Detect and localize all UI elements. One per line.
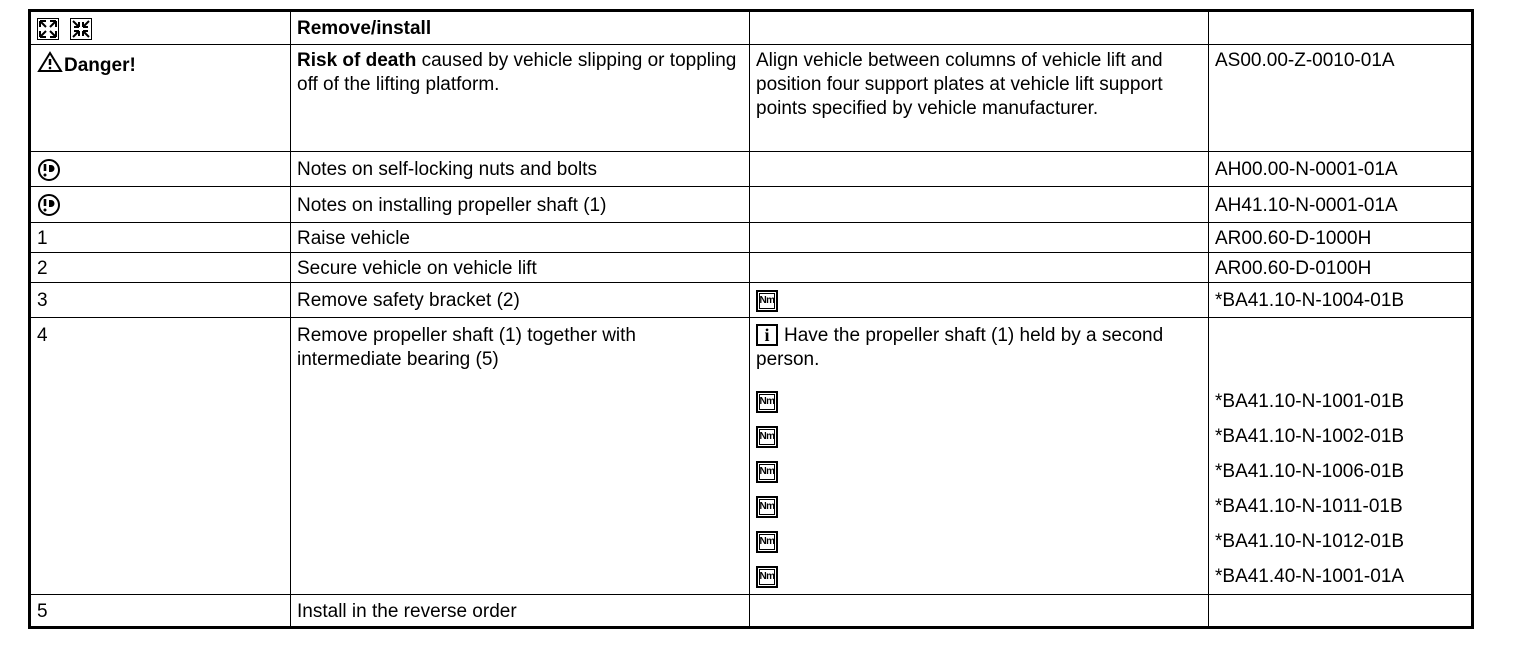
step-row-4	[30, 318, 1473, 595]
torque-nm-icon[interactable]: Nm	[756, 290, 778, 312]
step-number: 1	[30, 223, 291, 253]
danger-risk-cell	[291, 45, 750, 152]
danger-label-cell	[30, 45, 291, 152]
step-row-2	[30, 253, 1473, 283]
note-row	[30, 187, 1473, 223]
step-ref[interactable]: *BA41.10-N-1004-01B	[1209, 283, 1473, 318]
step-number: 4	[30, 318, 291, 595]
procedure-table	[28, 9, 1474, 629]
note-text: Notes on installing propeller shaft (1)	[291, 187, 750, 223]
note-icon-cell	[30, 187, 291, 223]
step-ref[interactable]: *BA41.10-N-1006-01B	[1215, 460, 1405, 482]
danger-measure: Align vehicle between columns of vehicle lift and position four support plates at vehicle lift support points specified by vehicle manufacturer.	[750, 45, 1209, 152]
step-ref[interactable]: AR00.60-D-0100H	[1209, 253, 1473, 283]
note-ref[interactable]: AH41.10-N-0001-01A	[1209, 187, 1473, 223]
note-icon	[37, 158, 61, 182]
risk-text: caused by vehicle slipping or toppling off of the lifting platform.	[297, 50, 737, 95]
step-number: 3	[30, 283, 291, 318]
danger-ref[interactable]: AS00.00-Z-0010-01A	[1209, 45, 1473, 152]
risk-heading: Risk of death	[297, 50, 417, 71]
step-row-3	[30, 283, 1473, 318]
step-number: 5	[30, 595, 291, 628]
note-text: Notes on self-locking nuts and bolts	[291, 152, 750, 187]
note-empty	[750, 152, 1209, 187]
torque-row	[756, 489, 1202, 524]
step-details-cell	[750, 318, 1209, 595]
step-ref[interactable]: *BA41.10-N-1002-01B	[1215, 425, 1405, 447]
collapse-icon[interactable]	[70, 18, 92, 40]
step-empty	[750, 595, 1209, 628]
step-text: Secure vehicle on vehicle lift	[291, 253, 750, 283]
step-ref[interactable]: *BA41.40-N-1001-01A	[1215, 565, 1405, 587]
step-refs-cell	[1209, 318, 1473, 595]
torque-row	[756, 524, 1202, 559]
header-empty	[750, 11, 1209, 45]
step-row-1	[30, 223, 1473, 253]
torque-row	[756, 419, 1202, 454]
danger-label: Danger!	[64, 55, 136, 76]
step-text: Install in the reverse order	[291, 595, 750, 628]
note-ref[interactable]: AH00.00-N-0001-01A	[1209, 152, 1473, 187]
torque-nm-icon[interactable]: Nm	[756, 531, 778, 553]
expand-icon[interactable]	[37, 18, 59, 40]
warning-triangle-icon	[37, 51, 63, 73]
danger-row	[30, 45, 1473, 152]
torque-nm-icon[interactable]: Nm	[756, 426, 778, 448]
torque-row	[756, 384, 1202, 419]
note-empty	[750, 187, 1209, 223]
header-icons-cell	[30, 11, 291, 45]
note-icon-cell	[30, 152, 291, 187]
info-icon: i	[756, 324, 778, 346]
step-ref[interactable]: *BA41.10-N-1011-01B	[1215, 495, 1403, 517]
step-empty	[750, 223, 1209, 253]
torque-nm-icon[interactable]: Nm	[756, 566, 778, 588]
note-row	[30, 152, 1473, 187]
step-ref[interactable]: *BA41.10-N-1001-01B	[1215, 390, 1405, 412]
torque-row	[756, 559, 1202, 594]
step-empty	[750, 253, 1209, 283]
torque-nm-icon[interactable]: Nm	[756, 461, 778, 483]
step-ref[interactable]: AR00.60-D-1000H	[1209, 223, 1473, 253]
step-empty	[1209, 595, 1473, 628]
header-empty	[1209, 11, 1473, 45]
step-torque-cell	[750, 283, 1209, 318]
step-text: Remove propeller shaft (1) together with intermediate bearing (5)	[291, 318, 750, 595]
torque-nm-icon[interactable]: Nm	[756, 391, 778, 413]
info-note	[756, 324, 1202, 384]
header-title: Remove/install	[291, 11, 750, 45]
note-icon	[37, 193, 61, 217]
torque-row	[756, 454, 1202, 489]
info-text: Have the propeller shaft (1) held by a second person.	[756, 325, 1164, 370]
step-text: Raise vehicle	[291, 223, 750, 253]
step-text: Remove safety bracket (2)	[291, 283, 750, 318]
step-number: 2	[30, 253, 291, 283]
step-ref[interactable]: *BA41.10-N-1012-01B	[1215, 530, 1405, 552]
header-row	[30, 11, 1473, 45]
torque-nm-icon[interactable]: Nm	[756, 496, 778, 518]
step-row-5	[30, 595, 1473, 628]
